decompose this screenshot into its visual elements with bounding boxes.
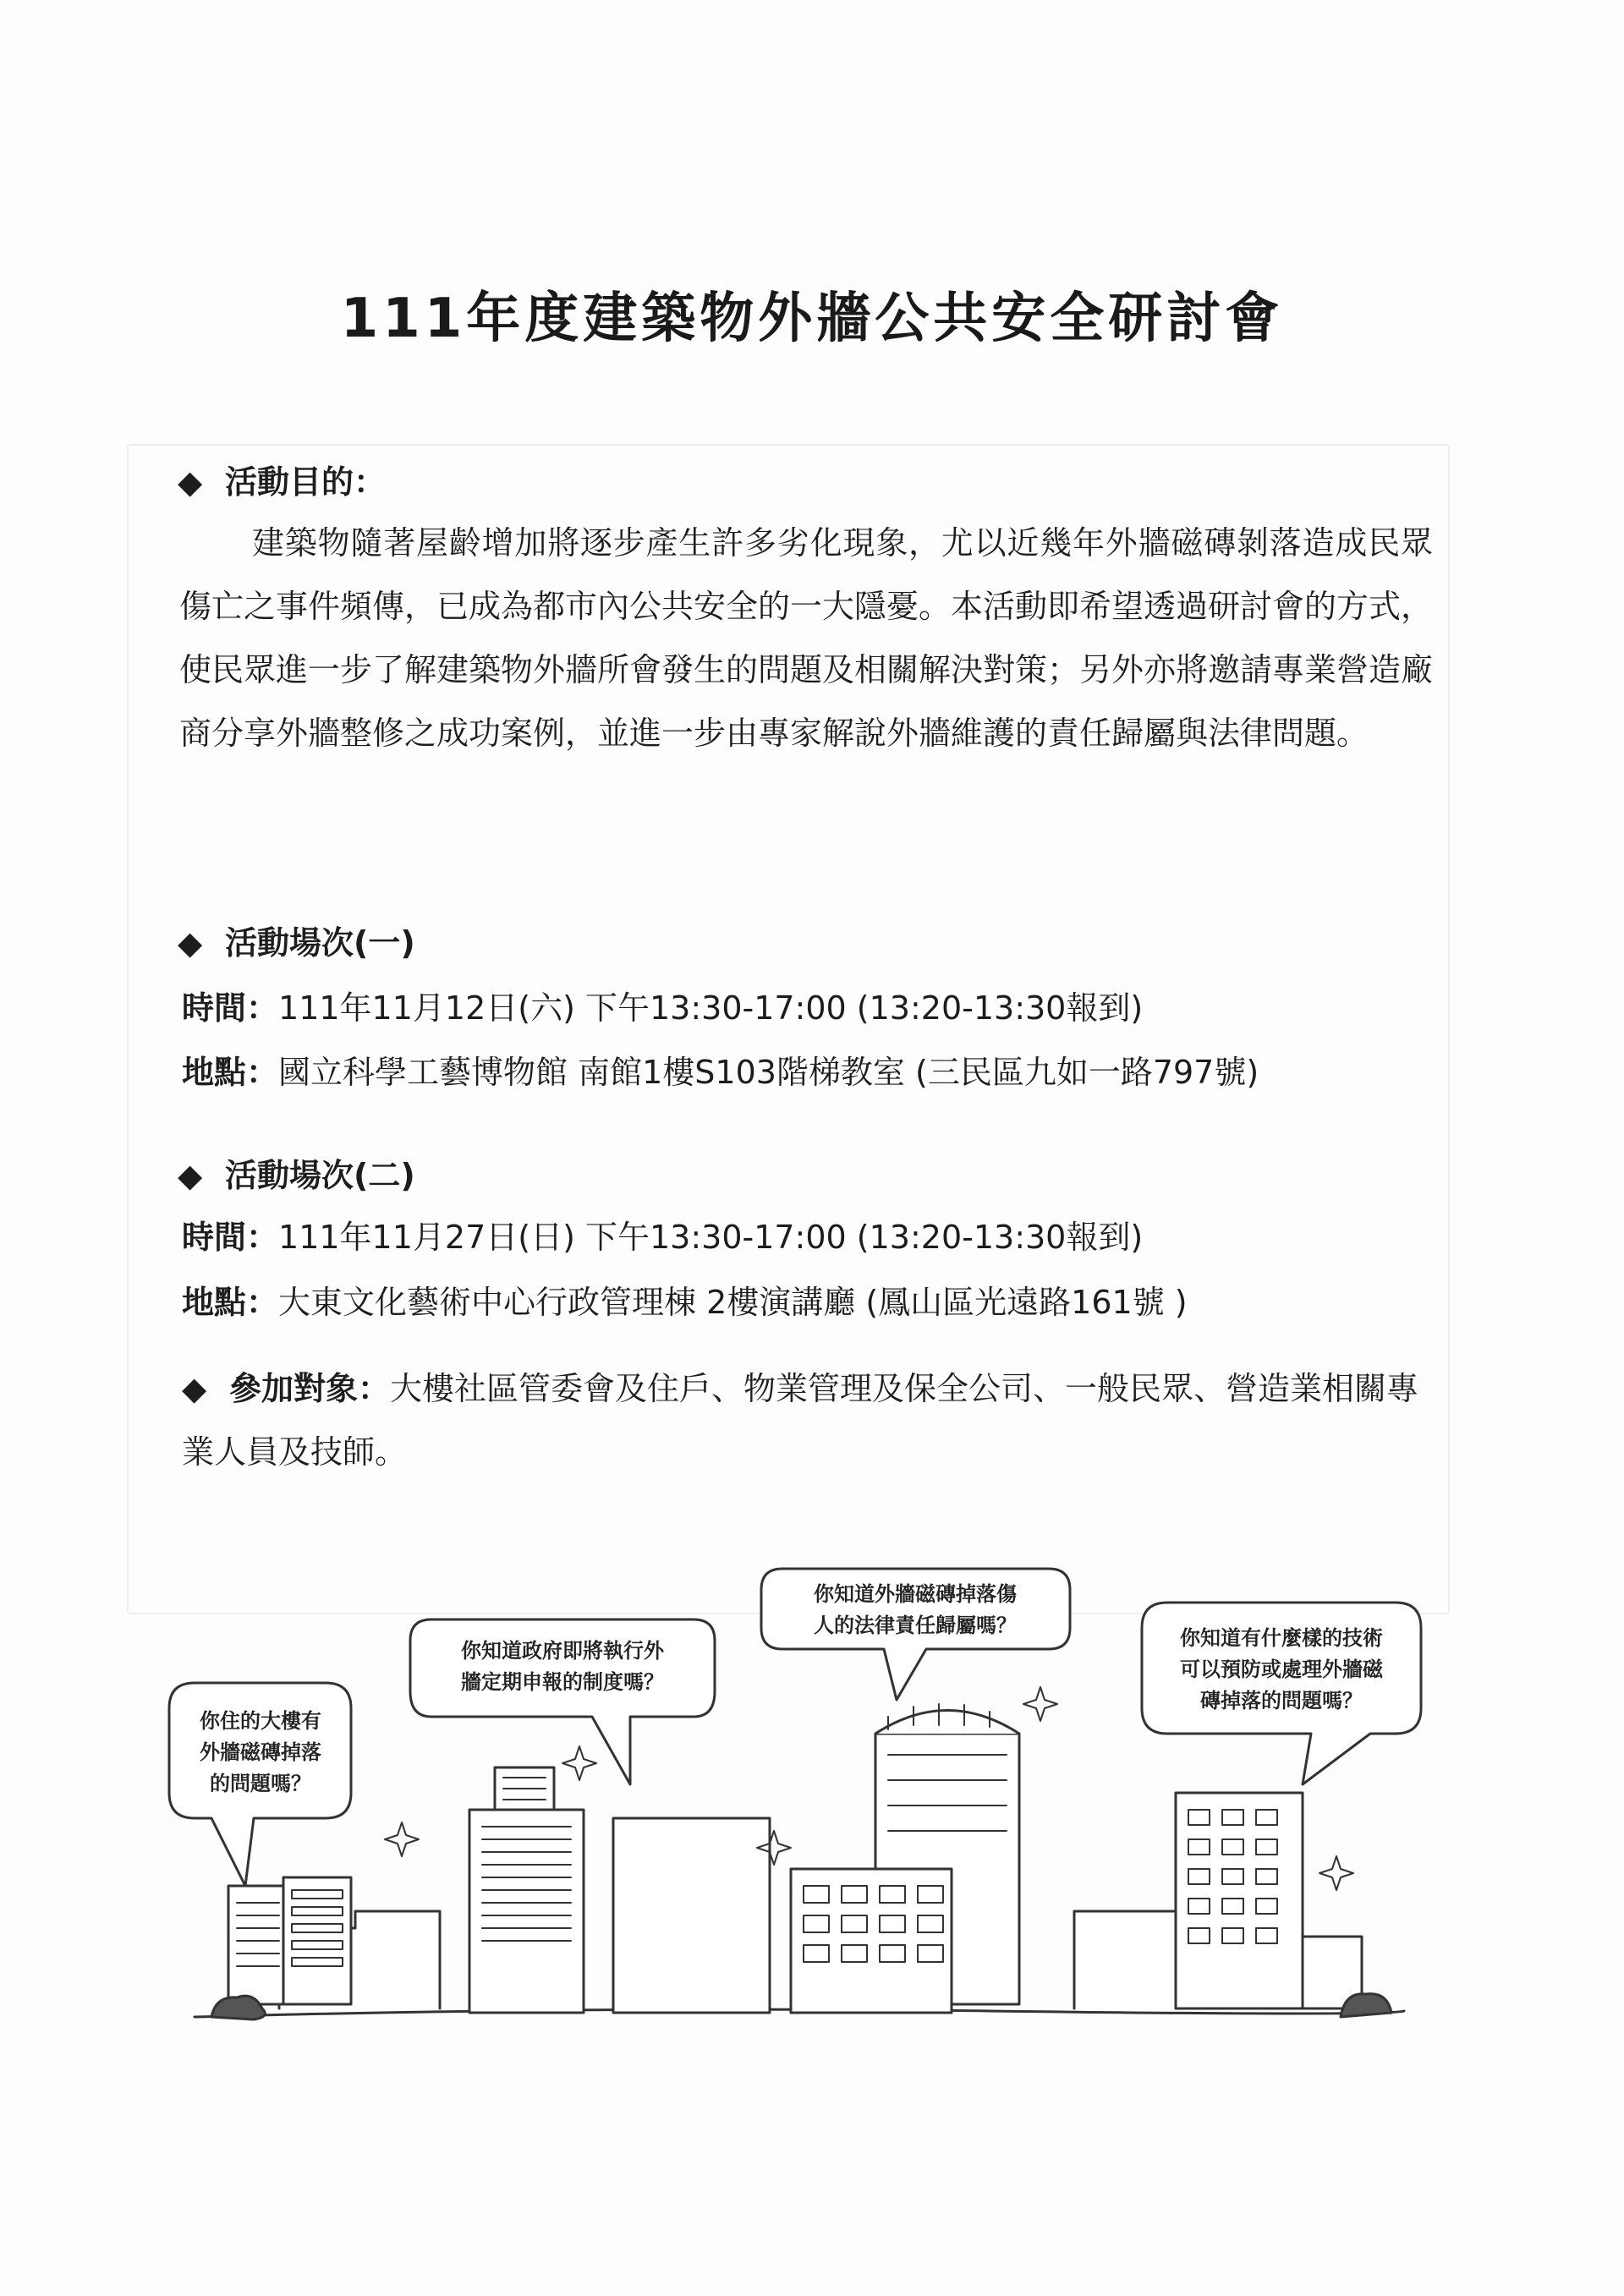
- diamond-bullet-icon: ◆: [178, 1157, 203, 1194]
- diamond-bullet-icon: ◆: [178, 463, 203, 501]
- bubble4-line2: 可以預防或處理外牆磁: [1180, 1657, 1383, 1681]
- purpose-paragraph: 建築物隨著屋齡增加將逐步產生許多劣化現象，尤以近幾年外牆磁磚剝落造成民眾傷亡之事件頻傳，已成為都市內公共安全的一大隱憂。本活動即希望透過研討會的方式，使民眾進一步了解建築物外牆所會發生的問題及相關解決對策；另外亦將邀請專業營造廠商分享外牆整修之成功案例，並進一步由專家解說外牆維護的責任歸屬與法律問題。: [179, 524, 1434, 752]
- session1-time-value: 111年11月12日(六) 下午13:30-17:00 (13:20-13:30報到): [278, 989, 1144, 1027]
- purpose-heading-label: 活動目的：: [225, 463, 387, 501]
- bubble3-line2: 人的法律責任歸屬嗎？: [814, 1613, 1017, 1637]
- diamond-bullet-icon: ◆: [178, 924, 203, 962]
- session1-place-label: 地點：: [182, 1054, 279, 1091]
- diamond-bullet-icon: ◆: [182, 1370, 207, 1407]
- bubble3-line1: 你知道外牆磁磚掉落傷: [814, 1581, 1017, 1606]
- session1-heading-label: 活動場次(一): [225, 924, 415, 962]
- bubble1-line1: 你住的大樓有: [200, 1708, 321, 1733]
- page-title: 111年度建築物外牆公共安全研討會: [340, 288, 1284, 350]
- participants-text: 大樓社區管委會及住戶、物業管理及保全公司、一般民眾、營造業相關專業人員及技師。: [182, 1370, 1419, 1471]
- bubble2-line1: 你知道政府即將執行外: [461, 1638, 664, 1663]
- session1-place-value: 國立科學工藝博物館 南館1樓S103階梯教室 (三民區九如一路797號): [278, 1054, 1259, 1091]
- session2-time-label: 時間：: [182, 1219, 279, 1256]
- bubble1-line2: 外牆磁磚掉落: [200, 1740, 321, 1764]
- session2-time-value: 111年11月27日(日) 下午13:30-17:00 (13:20-13:30報到): [278, 1219, 1144, 1256]
- session2-place-value: 大東文化藝術中心行政管理棟 2樓演講廳 (鳳山區光遠路161號 ): [278, 1284, 1188, 1321]
- bubble2-line2: 牆定期申報的制度嗎？: [461, 1669, 664, 1694]
- bubble4-line3: 磚掉落的問題嗎？: [1200, 1688, 1363, 1712]
- session2-place-label: 地點：: [182, 1284, 279, 1321]
- bubble1-line3: 的問題嗎？: [210, 1771, 311, 1795]
- participants-label: 參加對象：: [229, 1370, 391, 1407]
- session1-time-label: 時間：: [182, 989, 279, 1027]
- session2-heading-label: 活動場次(二): [225, 1157, 415, 1194]
- bubble4-line1: 你知道有什麼樣的技術: [1180, 1625, 1383, 1650]
